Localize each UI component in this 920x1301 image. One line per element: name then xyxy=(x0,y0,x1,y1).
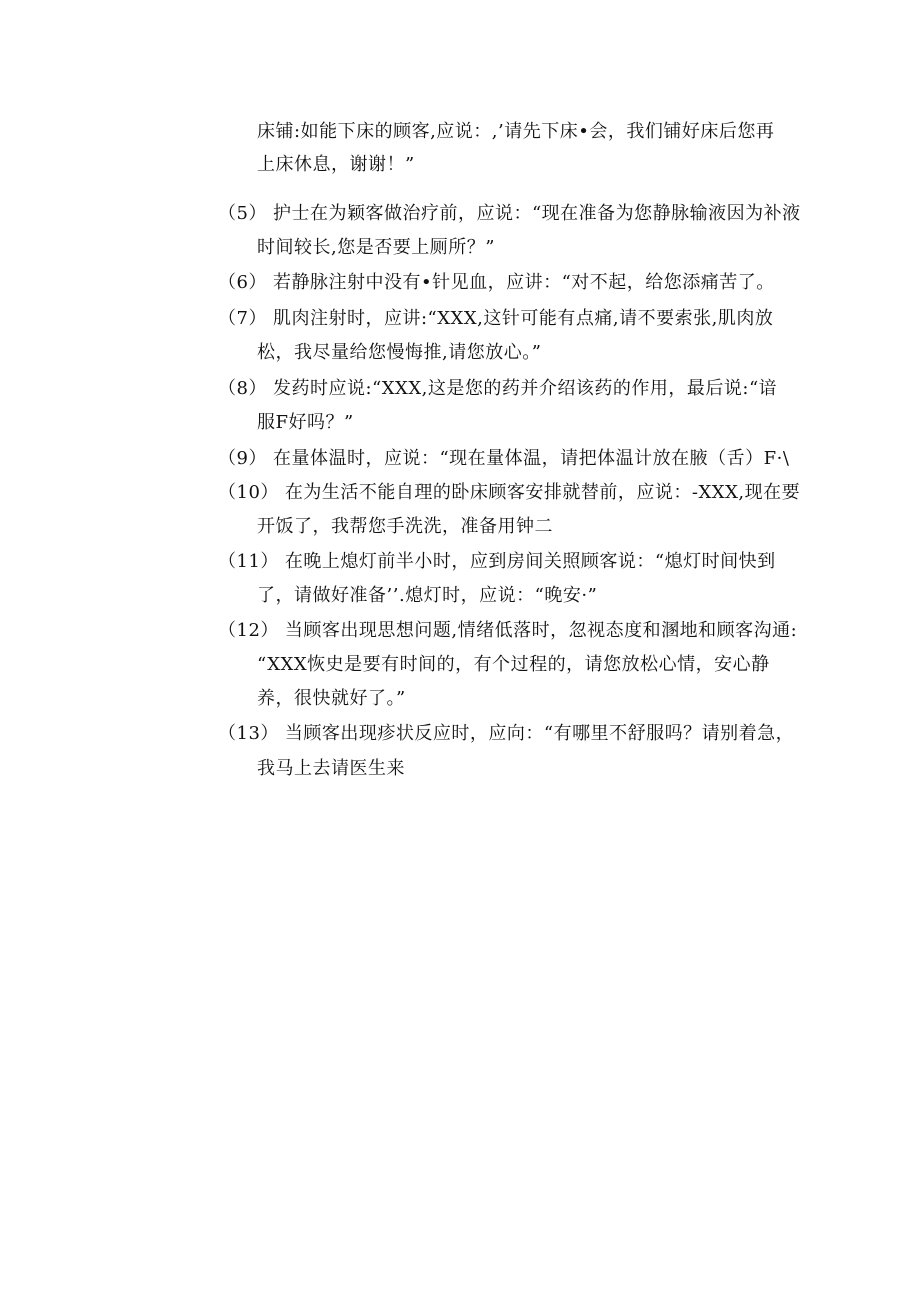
text-line xyxy=(257,515,553,539)
line-text: 床铺:如能下床的顾客,应说：,’请先下床•会，我们铺好床后您再 xyxy=(257,121,775,142)
list-item-11 xyxy=(218,550,776,574)
line-text: 发药时应说:“XXX,这是您的药并介绍该药的作用，最后说:“谙 xyxy=(272,378,778,399)
line-text: 在为生活不能自理的卧床顾客安排就替前，应说：-XXX,现在要 xyxy=(284,482,801,503)
list-item-6 xyxy=(218,271,775,295)
item-number: （13） xyxy=(218,723,279,744)
text-line xyxy=(257,341,541,365)
list-item-7 xyxy=(218,307,773,331)
line-text: 我马上去请医生来 xyxy=(257,758,405,779)
line-text: 若静脉注射中没有•针见血，应讲：“对不起，给您添痛苦了。 xyxy=(272,272,775,293)
item-number: （9） xyxy=(218,448,267,469)
line-text: 在量体温时，应说：“现在量体温，请把体温计放在腋（舌）F·\ xyxy=(272,448,790,469)
line-text: 在晚上熄灯前半小时，应到房间关照顾客说：“熄灯时间快到 xyxy=(284,551,776,572)
text-line xyxy=(257,584,597,608)
item-number: （5） xyxy=(218,203,267,224)
line-text: “XXX恢史是要有时间的，有个过程的，请您放松心情，安心静 xyxy=(257,654,770,675)
line-text: 护士在为颖客做治疗前，应说：“现在准备为您静脉输液因为补液 xyxy=(272,203,801,224)
line-text: 开饭了，我帮您手洗洗，准备用钟二 xyxy=(257,516,553,537)
line-text: 了，请做好准备’’.熄灯时，应说：“晚安·” xyxy=(257,585,598,606)
list-item-5 xyxy=(218,202,801,226)
list-item-12 xyxy=(218,619,797,643)
text-line xyxy=(257,411,354,435)
text-line xyxy=(257,653,770,677)
list-item-9 xyxy=(218,447,789,471)
item-number: （12） xyxy=(218,620,279,641)
line-text: 松，我尽量给您慢悔推,请您放心。” xyxy=(257,342,542,363)
list-item-13 xyxy=(218,722,794,746)
line-text: 肌肉注射时，应讲:“XXX,这针可能有点痛,请不要索张,肌肉放 xyxy=(272,308,774,329)
item-number: （7） xyxy=(218,308,267,329)
text-line xyxy=(257,757,405,781)
item-number: （8） xyxy=(218,378,267,399)
line-text: 服F好吗？” xyxy=(257,412,354,433)
list-item-10 xyxy=(218,481,800,505)
item-number: （6） xyxy=(218,272,267,293)
line-text: 养，很快就好了。” xyxy=(257,688,406,709)
list-item-8 xyxy=(218,377,777,401)
line-text: 当顾客出现疹状反应时，应向：“有哪里不舒服吗？请别着急， xyxy=(284,723,795,744)
line-text: 上床休息，谢谢！” xyxy=(257,154,415,175)
line-text: 时间较长,您是否要上厕所？” xyxy=(257,237,495,258)
item-number: （10） xyxy=(218,482,279,503)
line-text: 当顾客出现思想问题,情绪低落时，忽视态度和溷地和顾客沟通: xyxy=(284,620,798,641)
text-line xyxy=(257,153,415,177)
text-line xyxy=(257,687,406,711)
item-number: （11） xyxy=(218,551,279,572)
text-line xyxy=(257,236,495,260)
text-line xyxy=(257,120,774,144)
